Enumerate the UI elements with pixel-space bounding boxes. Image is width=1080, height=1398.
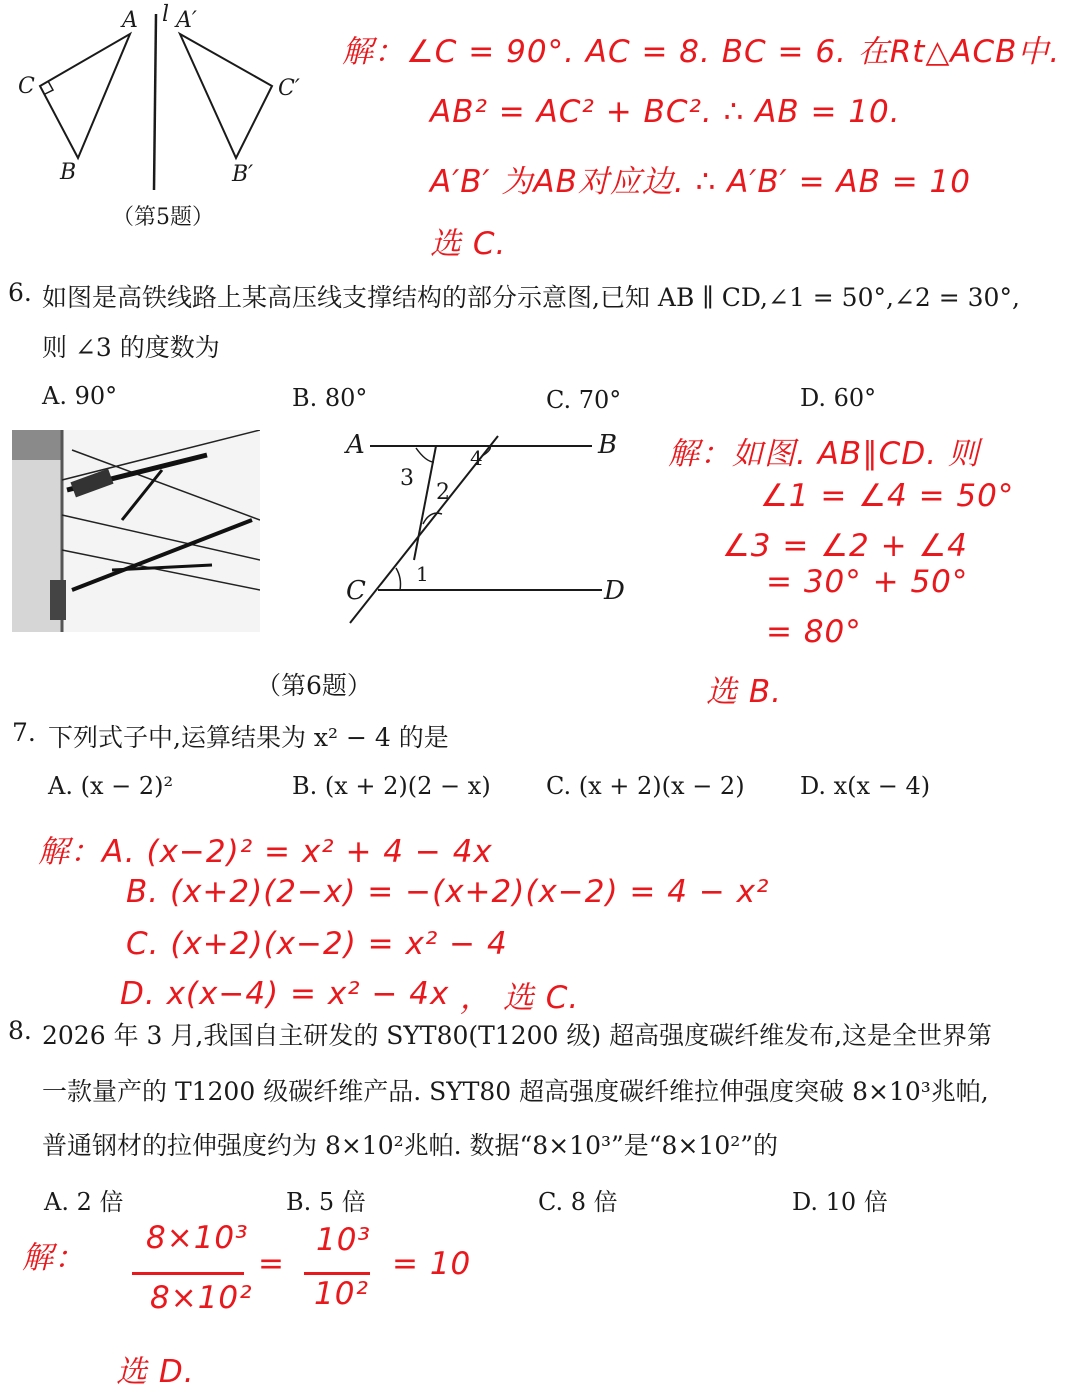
q8-solution-prefix: 解： [22,1240,86,1276]
q7-solution-line-1: 解：A. (x−2)² = x² + 4 − 4x [38,834,493,870]
q6-option-a: A. 90° [42,382,118,410]
label-c: C [18,74,35,99]
q6-solution-line-4: = 30° + 50° [766,564,969,600]
q8-fraction-1-denominator: 8×10² [150,1280,253,1316]
q7-solution-answer: ， 选 C. [460,980,580,1016]
triangle-acb [40,34,130,158]
q7-solution-line-2: B. (x+2)(2−x) = −(x+2)(x−2) = 4 − x² [126,874,770,910]
q8-option-a: A. 2 倍 [44,1188,124,1216]
q5-figure [0,0,320,230]
q8-equals-1: = [258,1246,285,1282]
q8-result: = 10 [392,1246,472,1282]
q8-fraction-2-denominator: 10² [314,1276,369,1312]
triangle-a-prime-c-prime-b-prime [180,34,272,158]
label-c-prime: C′ [278,76,300,101]
q5-solution-line-3: A′B′ 为AB对应边. ∴ A′B′ = AB = 10 [430,164,971,200]
angle-2-label: 2 [436,480,450,505]
q6-option-b: B. 80° [292,384,368,412]
angle-4-label: 4 [470,446,483,470]
q6-photo [12,430,260,632]
q5-solution-line-1: 解：∠C = 90°. AC = 8. BC = 6. 在Rt△ACB中. [342,34,1061,70]
q6-caption: （第6题） [256,671,372,700]
label-a: A [122,8,138,33]
q5-caption: （第5题） [112,205,214,230]
q6-solution-line-3: ∠3 = ∠2 + ∠4 [722,528,968,564]
q8-solution-answer: 选 D. [116,1354,195,1390]
q8-fraction-2-numerator: 10³ [316,1222,371,1258]
line-l [154,14,156,190]
q6-option-d: D. 60° [800,384,877,412]
q7-option-a: A. (x − 2)² [48,772,174,800]
q6-solution-line-5: = 80° [766,614,862,650]
angle-1-label: 1 [416,562,429,586]
label-l: l [162,2,170,27]
q5-solution-line-4: 选 C. [430,226,507,262]
q7-number: 7. [12,718,36,747]
segment-2 [414,446,436,560]
label-b: B [60,160,77,185]
label-d: D [604,576,625,606]
q7-option-b: B. (x + 2)(2 − x) [292,772,491,800]
q5-solution-line-2: AB² = AC² + BC². ∴ AB = 10. [430,94,901,130]
label-b: B [598,430,618,460]
q6-solution-line-2: ∠1 = ∠4 = 50° [760,478,1015,514]
q6-geometry-figure [330,418,640,628]
q6-solution-line-1: 解：如图. AB∥CD. 则 [668,436,980,472]
q7-option-d: D. x(x − 4) [800,772,931,800]
q8-stem-line-3: 普通钢材的拉伸强度约为 8×10²兆帕. 数据“8×10³”是“8×10²”的 [42,1131,779,1160]
q6-stem-line-1: 如图是高铁线路上某高压线支撑结构的部分示意图,已知 AB ∥ CD,∠1 = 50°,∠2 = 30°, [42,283,1020,312]
angle-3-label: 3 [400,466,414,491]
q7-option-c: C. (x + 2)(x − 2) [546,772,745,800]
q8-option-c: C. 8 倍 [538,1188,618,1216]
q6-stem-line-2: 则 ∠3 的度数为 [42,333,220,362]
q6-solution-line-6: 选 B. [706,674,782,710]
q8-fraction-2-bar [304,1272,370,1275]
label-b-prime: B′ [232,162,254,187]
label-c: C [346,576,366,606]
q8-stem-line-1: 2026 年 3 月,我国自主研发的 SYT80(T1200 级) 超高强度碳纤维发布,这是全世界第 [42,1021,993,1050]
q7-stem: 下列式子中,运算结果为 x² − 4 的是 [48,723,449,752]
q6-option-c: C. 70° [546,386,622,414]
q8-option-b: B. 5 倍 [286,1188,366,1216]
q8-number: 8. [8,1016,32,1045]
q6-number: 6. [8,278,32,307]
q8-option-d: D. 10 倍 [792,1188,888,1216]
q8-fraction-1-bar [132,1272,244,1275]
q8-fraction-1-numerator: 8×10³ [146,1220,249,1256]
label-a: A [346,430,365,460]
q7-solution-line-4: D. x(x−4) = x² − 4x [120,976,450,1012]
q8-stem-line-2: 一款量产的 T1200 级碳纤维产品. SYT80 超高强度碳纤维拉伸强度突破 8×10³兆帕, [42,1077,989,1106]
q7-solution-line-3: C. (x+2)(x−2) = x² − 4 [126,926,508,962]
label-a-prime: A′ [176,8,197,33]
